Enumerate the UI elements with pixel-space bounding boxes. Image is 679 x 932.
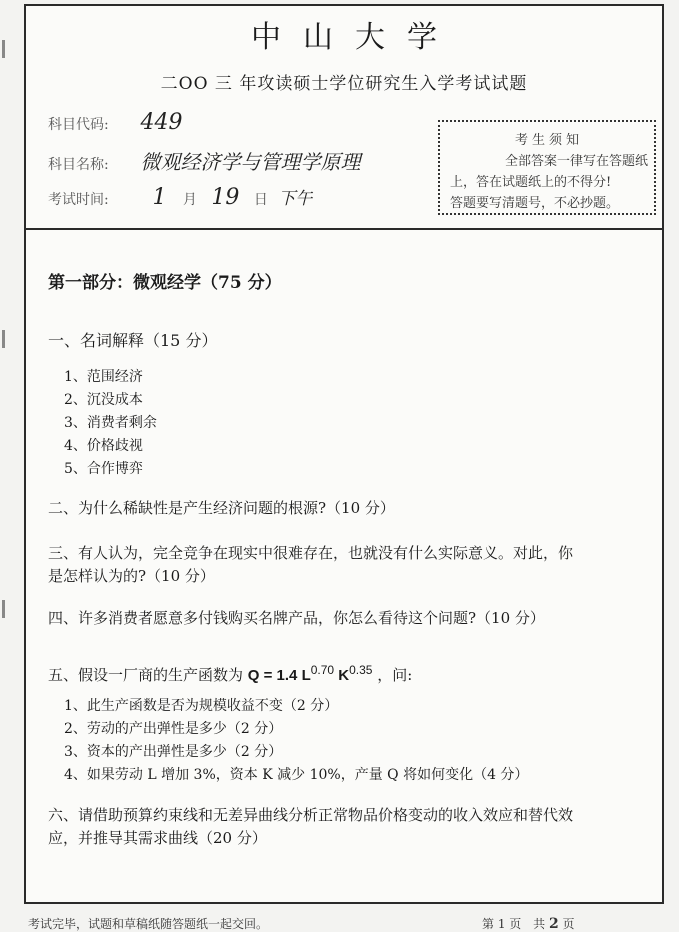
notice-heading: 考生须知 (514, 133, 583, 148)
exam-time-row (48, 184, 312, 210)
question-3-line: 三、有人认为，完全竞争在现实中很难存在，也就没有什么实际意义。对此，你 (48, 544, 574, 562)
total-suffix: 页 (562, 917, 575, 931)
notice-line: 答题要写清题号，不必抄题。 (450, 196, 620, 211)
notice-line: 全部答案一律写在答题纸 (504, 154, 648, 169)
exam-day-value: 19 (211, 185, 240, 210)
binding-mark (2, 330, 5, 348)
part-title: 第一部分：微观经学（75 分） (48, 273, 282, 293)
subject-code-row (48, 110, 182, 135)
subject-name-row (48, 146, 360, 175)
term-item: 2、沉没成本 (64, 392, 143, 408)
exam-title: 二OO 三 年攻读硕士学位研究生入学考试试题 (160, 74, 528, 94)
exam-time-label: 考试时间: (48, 192, 109, 208)
binding-mark (2, 40, 5, 58)
question-6-line: 应，并推导其需求曲线（20 分） (48, 829, 267, 847)
term-item: 3、消费者剩余 (64, 415, 157, 431)
question-2: 二、为什么稀缺性是产生经济问题的根源?（10 分） (48, 499, 395, 517)
page-indicator (482, 915, 575, 932)
header-divider (26, 228, 662, 230)
exam-month-value: 1 (152, 185, 167, 210)
footer-instruction: 考试完毕，试题和草稿纸随答题纸一起交回。 (28, 917, 269, 931)
sub-question: 4、如果劳动 L 增加 3%，资本 K 减少 10%，产量 Q 将如何变化（4 分） (64, 767, 529, 783)
subject-code-value: 449 (140, 110, 183, 135)
question-5-title (48, 658, 648, 688)
subject-name-value: 微观经济学与管理学原理 (140, 150, 361, 174)
question-1-title: 一、名词解释（15 分） (48, 331, 218, 350)
production-function-k: K (334, 667, 350, 684)
term-item: 1、范围经济 (64, 369, 143, 385)
page-number: 第 1 页 (482, 917, 522, 931)
question-6-line: 六、请借助预算约束线和无差异曲线分析正常物品价格变动的收入效应和替代效 (48, 806, 574, 824)
capital-exponent: 0.35 (349, 663, 373, 677)
exam-day-unit: 日 (253, 192, 268, 208)
sub-question: 1、此生产函数是否为规模收益不变（2 分） (64, 698, 339, 714)
binding-mark (2, 600, 5, 618)
total-pages: 2 (548, 916, 559, 932)
subject-code-label: 科目代码: (48, 117, 109, 133)
sub-question: 2、劳动的产出弹性是多少（2 分） (64, 721, 283, 737)
exam-sheet (24, 4, 664, 904)
total-prefix: 共 (533, 917, 546, 931)
subject-name-label: 科目名称: (48, 157, 109, 173)
question-5-suffix: ，问: (372, 666, 413, 684)
question-3-line: 是怎样认为的?（10 分） (48, 567, 215, 585)
sub-question: 3、资本的产出弹性是多少（2 分） (64, 744, 283, 760)
notice-line: 上，答在试题纸上的不得分! (450, 175, 612, 190)
term-item: 4、价格歧视 (64, 438, 143, 454)
production-function-q: Q = 1.4 L (247, 667, 311, 684)
candidate-notice-box (438, 120, 656, 215)
question-5-prefix: 五、假设一厂商的生产函数为 (48, 666, 248, 684)
exam-month-unit: 月 (182, 192, 197, 208)
university-title: 中山大学 (251, 20, 459, 55)
term-item: 5、合作博弈 (64, 461, 143, 477)
question-4: 四、许多消费者愿意多付钱购买名牌产品，你怎么看待这个问题?（10 分） (48, 609, 545, 627)
exam-period-value: 下午 (278, 189, 313, 209)
labor-exponent: 0.70 (310, 663, 335, 677)
